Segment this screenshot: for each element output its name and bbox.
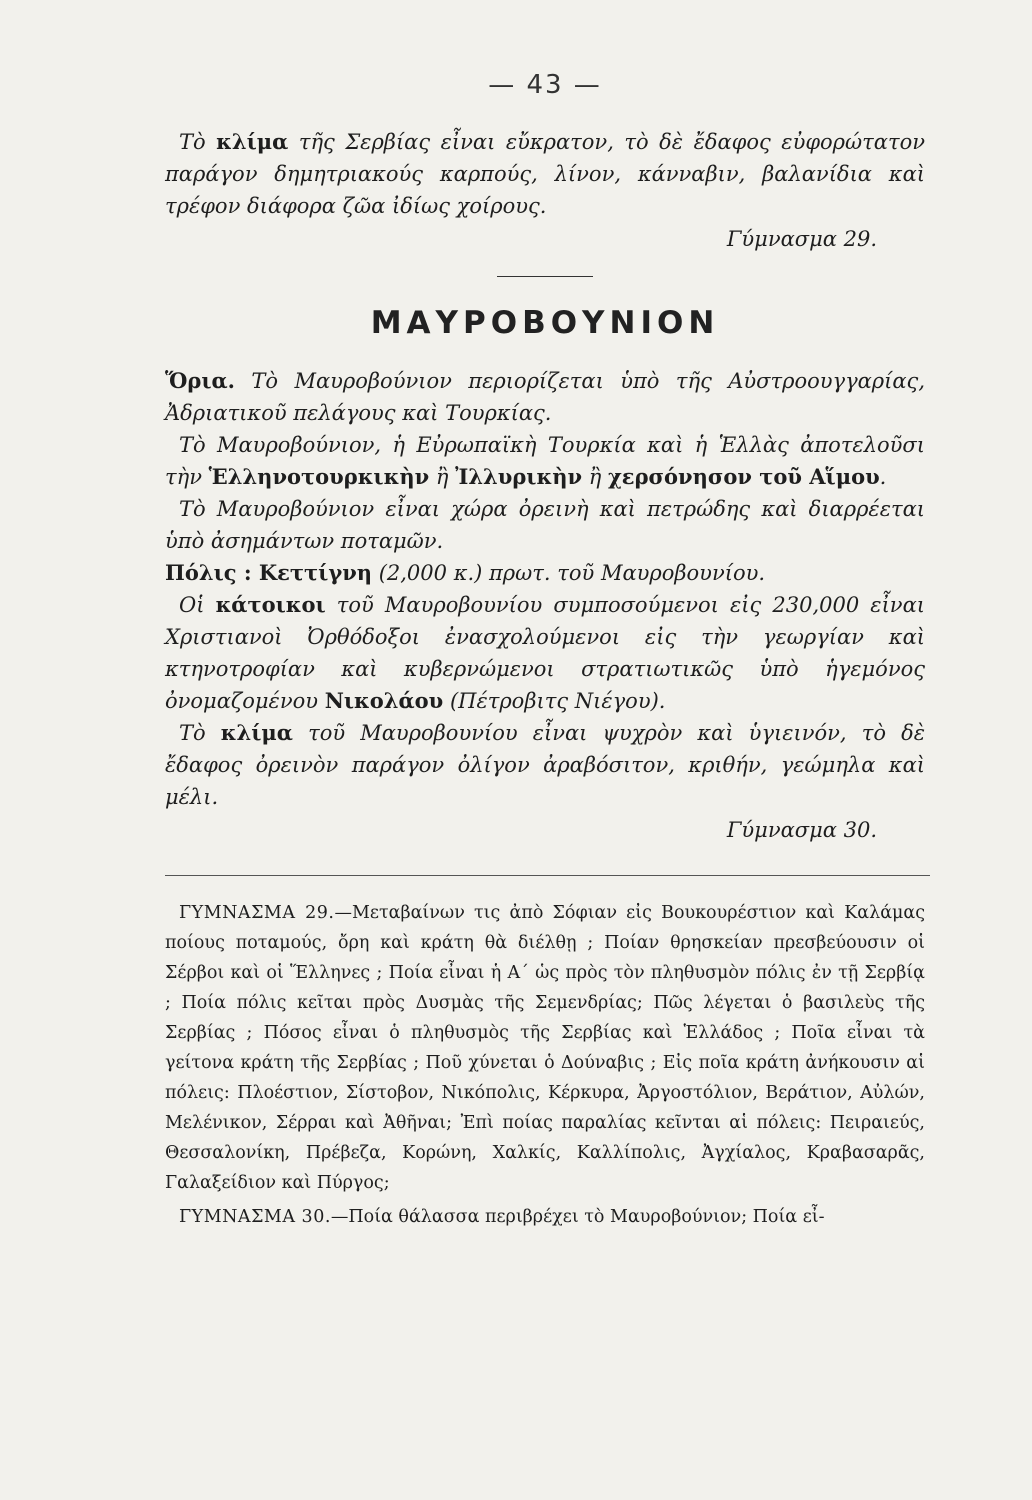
inhabitants-paragraph: [165, 589, 925, 717]
page-number: — 43 —: [488, 70, 602, 100]
peninsula-conj-1: ἢ: [429, 465, 456, 489]
serbia-climate-paragraph: [165, 126, 925, 222]
montenegro-climate-paragraph: [165, 717, 925, 813]
borders-label: Ὅρια.: [165, 368, 235, 393]
exercise-29-label: ΓΥΜΝΑΣΜΑ 29.: [179, 903, 335, 923]
city-text: (2,000 κ.) πρωτ. τοῦ Μαυροβουνίου.: [372, 561, 766, 585]
section-divider: [497, 276, 593, 277]
peninsula-conj-2: ἢ: [582, 465, 608, 489]
city-paragraph: [165, 557, 925, 589]
montenegro-climate-label: κλίμα: [220, 720, 293, 745]
serbia-climate-lead: Τὸ: [179, 130, 206, 154]
serbia-climate-text: τῆς Σερβίας εἶναι εὔκρατον, τὸ δὲ ἔδαφος εὐφορώτατον παράγον δημητριακούς καρπούς, λίνον, κάνναβιν, βαλανίδια καὶ τρέφον διάφορα ζῶα ἰδίως χοίρους.: [165, 130, 925, 218]
peninsula-name-1: Ἑλληνοτουρκικὴν: [208, 464, 430, 489]
exercise-29: [165, 898, 925, 1198]
peninsula-end: .: [879, 465, 887, 489]
montenegro-climate-lead: Τὸ: [179, 721, 221, 745]
exercise-ref-29: Γύμνασμα 29.: [726, 227, 877, 251]
peninsula-lead: Τὸ Μαυροβούνιον, ἡ Εὐρωπαϊκὴ Τουρκία καὶ ἡ Ἑλλὰς ἀποτελοῦσι τὴν: [165, 433, 925, 489]
borders-text: Τὸ Μαυροβούνιον περιορίζεται ὑπὸ τῆς Αὐστροουγγαρίας, Ἀδριατικοῦ πελάγους καὶ Τουρκίας.: [165, 369, 925, 425]
exercise-30-text: —Ποία θάλασσα περιβρέχει τὸ Μαυροβούνιον; Ποία εἶ-: [330, 1207, 825, 1227]
exercise-ref-30: Γύμνασμα 30.: [726, 818, 877, 842]
peninsula-paragraph: [165, 429, 925, 493]
borders-paragraph: [165, 365, 925, 429]
book-page: [165, 70, 925, 1232]
exercises-section: [165, 898, 925, 1232]
peninsula-name-2: Ἰλλυρικὴν: [455, 464, 583, 489]
inhabitants-label: κάτοικοι: [215, 592, 326, 617]
inhabitants-text-2: (Πέτροβιτς Νιέγου).: [443, 689, 666, 713]
city-label: Πόλις : Κεττίγνη: [165, 560, 373, 585]
serbia-climate-label: κλίμα: [216, 129, 289, 154]
section-title: ΜΑΥΡΟΒΟΥΝΙΟΝ: [370, 305, 720, 341]
terrain-paragraph: Τὸ Μαυροβούνιον εἶναι χώρα ὀρεινὴ καὶ πετρώδης καὶ διαρρέεται ὑπὸ ἀσημάντων ποταμῶν.: [165, 497, 925, 553]
exercise-30-label: ΓΥΜΝΑΣΜΑ 30.: [179, 1207, 331, 1227]
montenegro-climate-text: τοῦ Μαυροβουνίου εἶναι ψυχρὸν καὶ ὑγιεινόν, τὸ δὲ ἔδαφος ὀρεινὸν παράγον ὀλίγον ἀραβόσιτον, κριθήν, γεώμηλα καὶ μέλι.: [165, 721, 925, 809]
inhabitants-text-1: τοῦ Μαυροβουνίου συμποσούμενοι εἰς 230,000 εἶναι Χριστιανοὶ Ὀρθόδοξοι ἐνασχολούμενοι εἰς τὴν γεωργίαν καὶ κτηνοτροφίαν καὶ κυβερνώμενοι στρατιωτικῶς ὑπὸ ἡγεμόνος ὀνομαζομένου: [165, 593, 925, 713]
footnote-divider: [165, 875, 930, 876]
ruler-name: Νικολάου: [324, 688, 444, 713]
peninsula-name-3: χερσόνησον τοῦ Αἵμου: [607, 464, 880, 489]
exercise-29-text: —Μεταβαίνων τις ἀπὸ Σόφιαν εἰς Βουκουρέστιον καὶ Καλάμας ποίους ποταμούς, ὄρη καὶ κράτη θὰ διέλθῃ ; Ποίαν θρησκείαν πρεσβεύουσιν οἱ Σέρβοι καὶ οἱ Ἕλληνες ; Ποία εἶναι ἡ Α΄ ὡς πρὸς τὸν πληθυσμὸν πόλις ἐν τῇ Σερβίᾳ ; Ποία πόλις κεῖται πρὸς Δυσμὰς τῆς Σεμενδρίας; Πῶς λέγεται ὁ βασιλεὺς τῆς Σερβίας ; Πόσος εἶναι ὁ πληθυσμὸς τῆς Σερβίας καὶ Ἑλλάδος ; Ποῖα εἶναι τὰ γείτονα κράτη τῆς Σερβίας ; Ποῦ χύνεται ὁ Δούναβις ; Εἰς ποῖα κράτη ἀνήκουσιν αἱ πόλεις: Πλοέστιον, Σίστοβον, Νικόπολις, Κέρκυρα, Ἀργοστόλιον, Βεράτιον, Αὐλών, Μελένικον, Σέρραι καὶ Ἀθῆναι; Ἐπὶ ποίας παραλίας κεῖνται αἱ πόλεις: Πειραιεύς, Θεσσαλονίκη, Πρέβεζα, Κορώνη, Χαλκίς, Καλλίπολις, Ἀγχίαλος, Κραβασαρᾶς, Γαλαξείδιον καὶ Πύργος;: [165, 903, 925, 1193]
inhabitants-lead: Οἱ: [179, 593, 216, 617]
exercise-30: [165, 1202, 925, 1232]
